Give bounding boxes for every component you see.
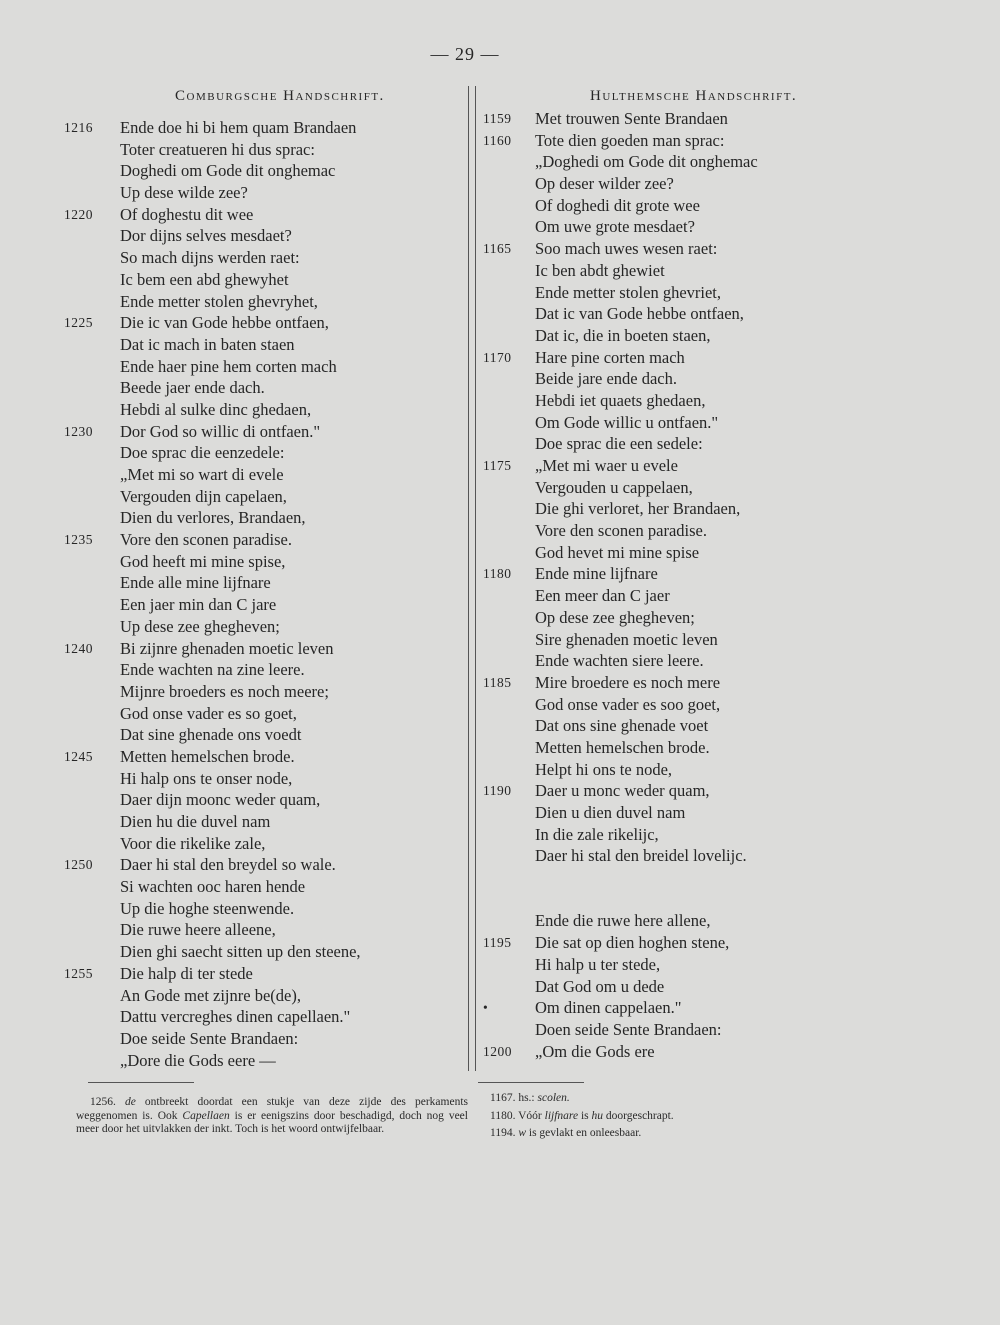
line-number: 1159: [483, 111, 512, 126]
verse-text: Dien hu die duvel nam: [120, 812, 271, 831]
right-verse-column: [483, 108, 843, 1062]
verse-text: Op deser wilder zee?: [535, 174, 674, 194]
verse-text: Of doghedi dit grote wee: [535, 195, 700, 215]
verse-text: Dien u dien duvel nam: [535, 803, 686, 822]
verse-line: [483, 780, 843, 802]
verse-line: [483, 1041, 843, 1063]
footnote-emphasis: Capellaen: [182, 1109, 230, 1122]
verse-line: [483, 1019, 843, 1041]
verse-text: Voor die rikelike zale,: [120, 833, 266, 853]
verse-line: [483, 412, 843, 434]
verse-text: Ende wachten na zine leere.: [120, 660, 305, 680]
line-number: 1200: [483, 1043, 512, 1059]
verse-text: Tote dien goeden man sprac:: [535, 130, 725, 150]
verse-text: Mijnre broeders es noch meere;: [120, 681, 329, 701]
verse-text: Hi halp ons te onser node,: [120, 768, 293, 788]
verse-line: [483, 585, 843, 607]
verse-text: Dattu vercreghes dinen capellaen.": [120, 1007, 351, 1027]
verse-text: Vore den sconen paradise.: [120, 530, 292, 550]
verse-line: [64, 659, 464, 681]
verse-line: [483, 238, 843, 260]
verse-text: Om uwe grote mesdaet?: [535, 217, 695, 237]
verse-line: [64, 746, 464, 768]
verse-line: [64, 724, 464, 746]
verse-line: [483, 282, 843, 304]
verse-text: Metten hemelschen brode.: [535, 737, 710, 757]
footnote-text: ontbreekt doordat een stukje van deze zijde des perkaments weggenomen is. Ook: [76, 1096, 468, 1122]
verse-text: Dat sine ghenade ons voedt: [120, 725, 302, 745]
right-column-title: Hulthemsche Handschrift.: [590, 88, 798, 104]
line-number: 1170: [483, 349, 512, 365]
verse-text: Hebdi iet quaets ghedaen,: [535, 390, 706, 410]
verse-text: Toter creatueren hi dus sprac:: [120, 139, 315, 159]
verse-text: Dat ic mach in baten staen: [120, 334, 295, 354]
verse-line: [64, 334, 464, 356]
verse-line: [483, 108, 843, 130]
line-number: 1160: [483, 132, 512, 148]
line-number: 1250: [64, 857, 93, 873]
verse-text: Vore den sconen paradise.: [535, 521, 707, 541]
verse-line: [64, 269, 464, 291]
verse-text: Mire broedere es noch mere: [535, 672, 721, 692]
verse-text: Dien du verlores, Brandaen,: [120, 508, 306, 528]
verse-text: Up die hoghe steenwende.: [120, 898, 295, 918]
verse-text: Doghedi om Gode dit onghemac: [120, 161, 336, 181]
verse-text: Ende wachten siere leere.: [535, 651, 704, 671]
line-number: 1165: [483, 241, 512, 257]
verse-line: [483, 997, 843, 1019]
verse-text: Dien ghi saecht sitten up den steene,: [120, 942, 361, 962]
verse-line: [483, 542, 843, 564]
verse-text: God hevet mi mine spise: [535, 542, 700, 562]
verse-line: [64, 377, 464, 399]
verse-text: Die halp di ter stede: [120, 963, 253, 983]
verse-line: [64, 312, 464, 334]
verse-text: Doe seide Sente Brandaen:: [120, 1028, 299, 1048]
verse-line: [64, 833, 464, 855]
verse-line: [483, 216, 843, 238]
verse-line: [64, 356, 464, 378]
footnote-emphasis: hu: [591, 1109, 603, 1122]
verse-text: Beede jaer ende dach.: [120, 378, 265, 398]
left-column-title: Comburgsche Handschrift.: [175, 88, 385, 104]
verse-line: [64, 768, 464, 790]
verse-text: Daer dijn moonc weder quam,: [120, 790, 321, 810]
verse-text: Metten hemelschen brode.: [120, 746, 295, 766]
verse-line: [64, 529, 464, 551]
footnote-text: is er eenigszins door beschadigd, doch nog veel meer door het uitvlakken der inkt. Toch is het woord ontwijfelbaar.: [76, 1109, 468, 1135]
verse-line: [64, 247, 464, 269]
verse-text: Om dinen cappelaen.": [535, 998, 682, 1018]
verse-line: [64, 225, 464, 247]
verse-line: [483, 520, 843, 542]
footnote-line: [490, 1108, 870, 1126]
line-number: 1235: [64, 532, 93, 548]
verse-text: Soo mach uwes wesen raet:: [535, 239, 718, 259]
verse-text: In die zale rikelijc,: [535, 824, 659, 844]
line-number: •: [483, 1000, 489, 1016]
verse-line: [64, 616, 464, 638]
verse-text: Daer u monc weder quam,: [535, 781, 710, 801]
verse-text: So mach dijns werden raet:: [120, 248, 300, 268]
verse-line: [64, 117, 464, 139]
line-number: 1255: [64, 965, 93, 981]
verse-line: [64, 551, 464, 573]
verse-line: [64, 919, 464, 941]
verse-text: Dat ic van Gode hebbe ontfaen,: [535, 304, 744, 324]
verse-text: Op dese zee ghegheven;: [535, 607, 695, 627]
verse-line: [64, 572, 464, 594]
verse-line: [483, 260, 843, 282]
verse-text: Ende alle mine lijfnare: [120, 573, 271, 593]
verse-line: [64, 421, 464, 443]
line-number: 1230: [64, 423, 93, 439]
verse-line: [483, 563, 843, 585]
footnote-number: 1180.: [490, 1109, 516, 1122]
verse-line: [64, 638, 464, 660]
verse-text: Hare pine corten mach: [535, 347, 685, 367]
verse-text: Die ruwe heere alleene,: [120, 920, 276, 940]
verse-text: God heeft mi mine spise,: [120, 551, 286, 571]
verse-text: Daer hi stal den breydel so wale.: [120, 855, 336, 875]
verse-line: [64, 1006, 464, 1028]
verse-line: [64, 703, 464, 725]
footnote-line: [490, 1090, 870, 1108]
verse-text: Hebdi al sulke dinc ghedaen,: [120, 399, 312, 419]
verse-text: Up dese zee ghegheven;: [120, 616, 280, 636]
line-number: 1190: [483, 783, 512, 799]
verse-line: [483, 498, 843, 520]
footnote-emphasis: lijfnare: [544, 1109, 579, 1122]
left-verse-column: [64, 117, 464, 1071]
verse-text: Vergouden u cappelaen,: [535, 477, 693, 497]
line-number: 1240: [64, 640, 93, 656]
verse-line: [483, 910, 843, 932]
verse-line: [483, 672, 843, 694]
footnote-number: 1256.: [90, 1096, 116, 1108]
verse-text: Hi halp u ter stede,: [535, 954, 661, 974]
footnote-text: doorgeschrapt.: [603, 1109, 674, 1122]
verse-text: Dat ons sine ghenade voet: [535, 716, 709, 736]
verse-line: [483, 303, 843, 325]
line-number: 1175: [483, 458, 512, 473]
verse-line: [483, 173, 843, 195]
footnote-emphasis: scolen.: [537, 1092, 570, 1104]
verse-text: „Dore die Gods eere —: [120, 1050, 276, 1070]
verse-text: Ende haer pine hem corten mach: [120, 356, 337, 376]
verse-text: Ende doe hi bi hem quam Brandaen: [120, 118, 357, 137]
footnote-emphasis: w: [518, 1127, 526, 1139]
verse-line: [64, 985, 464, 1007]
footnote-number: 1167.: [490, 1092, 516, 1104]
verse-text: Een meer dan C jaer: [535, 586, 670, 606]
verse-text: Doen seide Sente Brandaen:: [535, 1019, 722, 1039]
verse-line: [483, 845, 843, 867]
verse-text: Ende metter stolen ghevryhet,: [120, 291, 318, 311]
verse-line: [483, 347, 843, 369]
verse-text: God onse vader es soo goet,: [535, 694, 721, 714]
verse-text: Up dese wilde zee?: [120, 183, 248, 203]
verse-text: Die sat op dien hoghen stene,: [535, 933, 730, 953]
verse-text: Bi zijnre ghenaden moetic leven: [120, 638, 334, 658]
verse-text: Si wachten ooc haren hende: [120, 877, 306, 897]
verse-line: [483, 390, 843, 412]
line-number: 1216: [64, 120, 93, 135]
verse-line: [64, 789, 464, 811]
verse-line: [64, 486, 464, 508]
verse-text: „Doghedi om Gode dit onghemac: [535, 152, 758, 172]
verse-line: [64, 854, 464, 876]
verse-text: Doe sprac die eenzedele:: [120, 443, 285, 463]
verse-line: [64, 182, 464, 204]
line-number: 1185: [483, 674, 512, 690]
verse-text: An Gode met zijnre be(de),: [120, 985, 301, 1005]
line-number: 1195: [483, 935, 512, 951]
verse-line: [64, 204, 464, 226]
verse-text: Dat God om u dede: [535, 976, 665, 996]
verse-text: Vergouden dijn capelaen,: [120, 486, 287, 506]
verse-text: Om Gode willic u ontfaen.": [535, 412, 719, 432]
footnote-emphasis: de: [124, 1096, 136, 1108]
verse-line: [483, 737, 843, 759]
verse-line: [64, 291, 464, 313]
verse-line: [483, 130, 843, 152]
verse-line: [483, 802, 843, 824]
verse-line: [483, 954, 843, 976]
verse-line: [64, 1050, 464, 1072]
footnote-text: is gevlakt en onleesbaar.: [526, 1127, 642, 1139]
verse-line: [483, 455, 843, 477]
verse-line: [483, 477, 843, 499]
verse-text: Sire ghenaden moetic leven: [535, 629, 718, 649]
verse-text: Een jaer min dan C jare: [120, 595, 277, 615]
verse-text: „Met mi waer u evele: [535, 456, 678, 475]
verse-line: [64, 681, 464, 703]
verse-line: [64, 594, 464, 616]
verse-line: [64, 941, 464, 963]
verse-line: [64, 464, 464, 486]
verse-line: [64, 811, 464, 833]
verse-line: [64, 507, 464, 529]
page-number: — 29 —: [430, 44, 500, 64]
left-footnote-rule: [88, 1082, 194, 1083]
verse-line: [64, 898, 464, 920]
verse-text: Ende mine lijfnare: [535, 564, 658, 584]
footnote-number: 1194.: [490, 1127, 516, 1139]
verse-text: Ic ben abdt ghewiet: [535, 260, 665, 280]
verse-line: [483, 650, 843, 672]
verse-text: Ende die ruwe here allene,: [535, 911, 711, 931]
verse-line: [64, 1028, 464, 1050]
verse-line: [483, 932, 843, 954]
footnote-text: Vóór: [518, 1109, 545, 1122]
verse-line: [483, 824, 843, 846]
footnote-line: [490, 1125, 870, 1143]
verse-line: [64, 139, 464, 161]
verse-line: [483, 976, 843, 998]
line-number: 1245: [64, 748, 93, 764]
verse-text: Daer hi stal den breidel lovelijc.: [535, 846, 747, 866]
verse-line: [483, 759, 843, 781]
verse-text: Beide jare ende dach.: [535, 369, 678, 389]
verse-text: Met trouwen Sente Brandaen: [535, 109, 728, 128]
stanza-gap: [483, 867, 843, 910]
verse-text: Helpt hi ons te node,: [535, 759, 673, 779]
column-divider: [468, 86, 476, 1071]
verse-line: [483, 195, 843, 217]
verse-line: [483, 694, 843, 716]
verse-line: [483, 325, 843, 347]
verse-line: [64, 442, 464, 464]
verse-line: [483, 368, 843, 390]
line-number: 1180: [483, 566, 512, 582]
verse-text: Of doghestu dit wee: [120, 204, 254, 224]
verse-line: [64, 399, 464, 421]
right-footnotes: [490, 1090, 870, 1143]
footnote-text: hs.:: [518, 1092, 538, 1104]
verse-text: Ic bem een abd ghewyhet: [120, 269, 289, 289]
verse-line: [483, 433, 843, 455]
verse-text: Dat ic, die in boeten staen,: [535, 325, 711, 345]
verse-line: [483, 715, 843, 737]
verse-text: Die ghi verloret, her Brandaen,: [535, 499, 741, 519]
verse-text: Dor God so willic di ontfaen.": [120, 421, 321, 441]
right-footnote-rule: [478, 1082, 584, 1083]
verse-text: God onse vader es so goet,: [120, 703, 297, 723]
verse-line: [483, 629, 843, 651]
verse-line: [64, 160, 464, 182]
left-footnote: [76, 1096, 468, 1137]
verse-text: Ende metter stolen ghevriet,: [535, 282, 722, 302]
verse-text: Dor dijns selves mesdaet?: [120, 226, 292, 246]
verse-text: Die ic van Gode hebbe ontfaen,: [120, 313, 329, 333]
verse-line: [64, 963, 464, 985]
line-number: 1220: [64, 206, 93, 222]
verse-line: [64, 876, 464, 898]
verse-text: „Om die Gods ere: [535, 1041, 655, 1061]
verse-line: [483, 151, 843, 173]
line-number: 1225: [64, 315, 93, 331]
verse-text: Doe sprac die een sedele:: [535, 434, 703, 454]
verse-line: [483, 607, 843, 629]
footnote-text: is: [578, 1109, 592, 1122]
verse-text: „Met mi so wart di evele: [120, 465, 284, 484]
